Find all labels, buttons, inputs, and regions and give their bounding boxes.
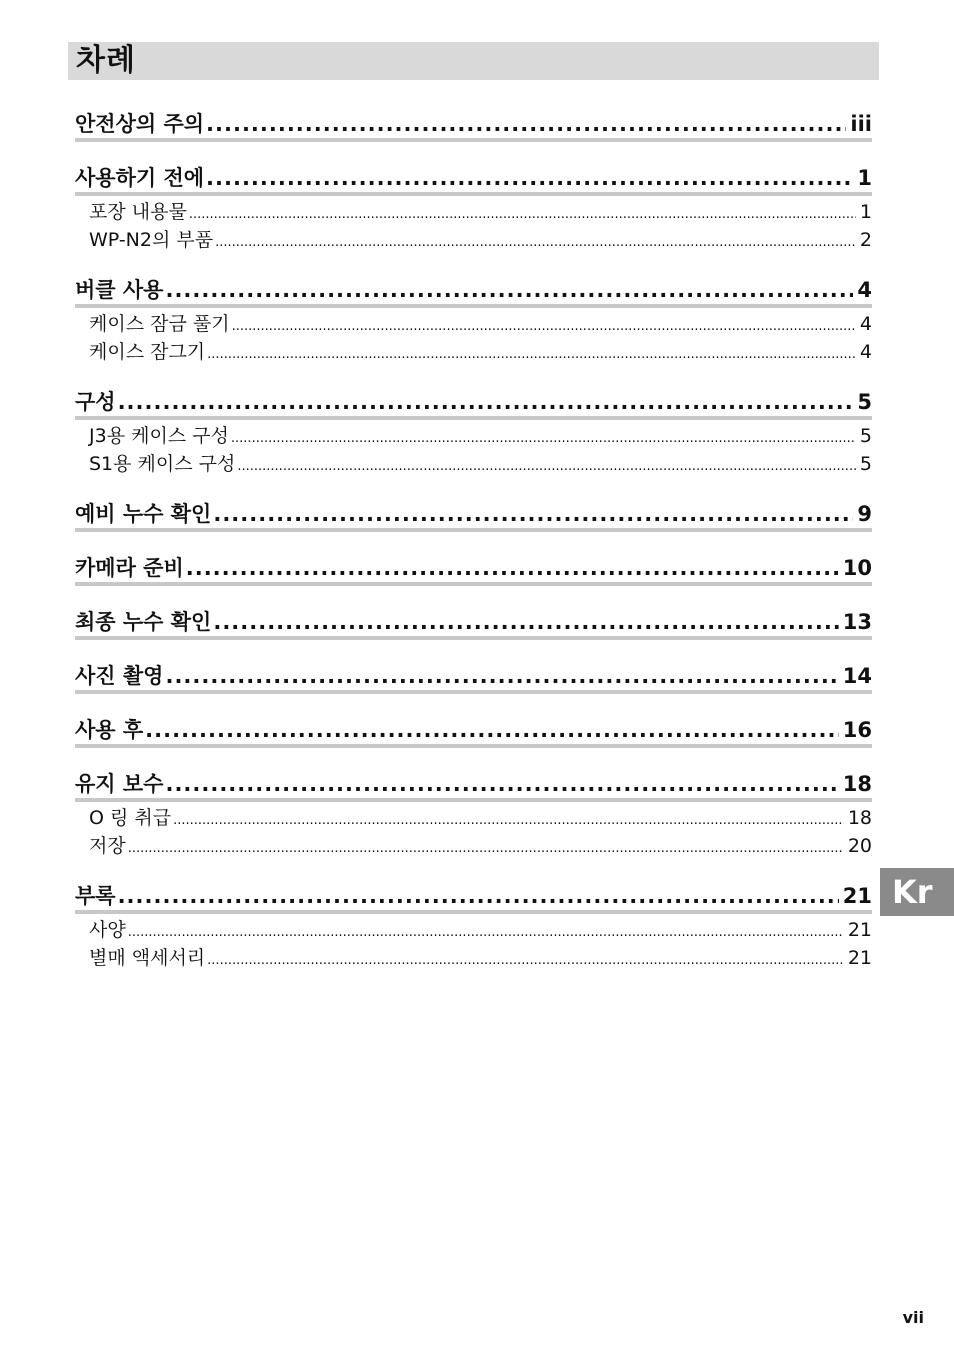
dot-leader: [237, 453, 856, 481]
toc-subentry-title: 저장: [89, 835, 126, 857]
table-of-contents: [75, 110, 872, 972]
toc-subentry-page: 4: [859, 341, 872, 363]
toc-subentry-title: 케이스 잠금 풀기: [89, 313, 230, 335]
toc-section: [75, 500, 872, 532]
toc-subentry-title: 케이스 잠그기: [89, 341, 206, 363]
dot-leader: [186, 554, 839, 582]
toc-subentry-title: 포장 내용물: [89, 201, 187, 223]
toc-entry[interactable]: [75, 882, 872, 914]
toc-section: [75, 554, 872, 586]
toc-subentry-page: 4: [859, 313, 872, 335]
toc-subentry[interactable]: [75, 916, 872, 944]
dot-leader: [232, 313, 856, 341]
toc-subentry-page: 18: [847, 807, 872, 829]
toc-entry-page: 4: [857, 278, 872, 302]
dot-leader: [165, 276, 853, 304]
toc-subentry[interactable]: [75, 338, 872, 366]
dot-leader: [145, 716, 839, 744]
toc-entry-title: 예비 누수 확인: [75, 502, 212, 526]
toc-entry-title: 안전상의 주의: [75, 112, 205, 136]
toc-entry-page: 1: [857, 166, 872, 190]
toc-entry-title: 부록: [75, 884, 116, 908]
toc-entry[interactable]: [75, 770, 872, 802]
toc-section: [75, 164, 872, 254]
dot-leader: [173, 807, 844, 835]
toc-subentry-page: 5: [859, 453, 872, 475]
toc-entry-title: 사용하기 전에: [75, 166, 205, 190]
dot-leader: [207, 341, 856, 369]
dot-leader: [206, 110, 846, 138]
language-tab: Kr: [880, 868, 954, 916]
toc-subentry-title: O 링 취급: [89, 807, 172, 829]
toc-subentry-title: J3용 케이스 구성: [89, 425, 229, 447]
dot-leader: [128, 835, 844, 863]
toc-subentry[interactable]: [75, 832, 872, 860]
toc-subentry[interactable]: [75, 804, 872, 832]
toc-subentry-page: 1: [859, 201, 872, 223]
toc-entry[interactable]: [75, 388, 872, 420]
toc-section: [75, 716, 872, 748]
toc-entry-page: iii: [850, 112, 872, 136]
toc-entry-page: 14: [842, 664, 872, 688]
toc-entry-title: 최종 누수 확인: [75, 610, 212, 634]
toc-subentry[interactable]: [75, 198, 872, 226]
dot-leader: [165, 770, 838, 798]
toc-subentry[interactable]: [75, 422, 872, 450]
toc-section: [75, 388, 872, 478]
toc-entry-title: 구성: [75, 390, 116, 414]
toc-entry[interactable]: [75, 110, 872, 142]
toc-subentry[interactable]: [75, 450, 872, 478]
dot-leader: [213, 608, 838, 636]
toc-section: [75, 276, 872, 366]
dot-leader: [231, 425, 856, 453]
toc-entry-page: 5: [857, 390, 872, 414]
toc-subentry-page: 20: [847, 835, 872, 857]
toc-subentry-title: S1용 케이스 구성: [89, 453, 236, 475]
toc-entry-page: 9: [857, 502, 872, 526]
toc-subentry[interactable]: [75, 944, 872, 972]
toc-entry-page: 10: [842, 556, 872, 580]
dot-leader: [118, 388, 854, 416]
toc-entry-page: 21: [842, 884, 872, 908]
toc-subentry-title: WP-N2의 부품: [89, 229, 214, 251]
toc-subentry-title: 사양: [89, 919, 126, 941]
toc-title: 차례: [76, 43, 136, 78]
toc-subentry-page: 21: [847, 919, 872, 941]
toc-subentry[interactable]: [75, 310, 872, 338]
toc-entry-title: 사용 후: [75, 718, 144, 742]
toc-subentry[interactable]: [75, 226, 872, 254]
toc-entry[interactable]: [75, 164, 872, 196]
toc-entry[interactable]: [75, 500, 872, 532]
toc-subentry-title: 별매 액세서리: [89, 947, 206, 969]
toc-section: [75, 882, 872, 972]
toc-entry-title: 유지 보수: [75, 772, 164, 796]
toc-section: [75, 662, 872, 694]
dot-leader: [215, 229, 856, 257]
toc-section: [75, 110, 872, 142]
dot-leader: [118, 882, 839, 910]
toc-title-bar: [68, 42, 879, 80]
toc-entry[interactable]: [75, 716, 872, 748]
toc-subentry-page: 21: [847, 947, 872, 969]
toc-entry-title: 버클 사용: [75, 278, 164, 302]
toc-entry[interactable]: [75, 554, 872, 586]
dot-leader: [207, 947, 844, 975]
toc-entry[interactable]: [75, 276, 872, 308]
dot-leader: [189, 201, 856, 229]
dot-leader: [128, 919, 844, 947]
toc-entry-page: 16: [842, 718, 872, 742]
page-number: vii: [902, 1308, 924, 1327]
toc-subentry-page: 5: [859, 425, 872, 447]
toc-entry-page: 18: [842, 772, 872, 796]
toc-entry-title: 카메라 준비: [75, 556, 184, 580]
toc-section: [75, 608, 872, 640]
toc-entry[interactable]: [75, 608, 872, 640]
toc-entry-title: 사진 촬영: [75, 664, 164, 688]
toc-entry-page: 13: [842, 610, 872, 634]
dot-leader: [213, 500, 853, 528]
dot-leader: [165, 662, 838, 690]
toc-entry[interactable]: [75, 662, 872, 694]
dot-leader: [206, 164, 853, 192]
toc-subentry-page: 2: [859, 229, 872, 251]
toc-section: [75, 770, 872, 860]
